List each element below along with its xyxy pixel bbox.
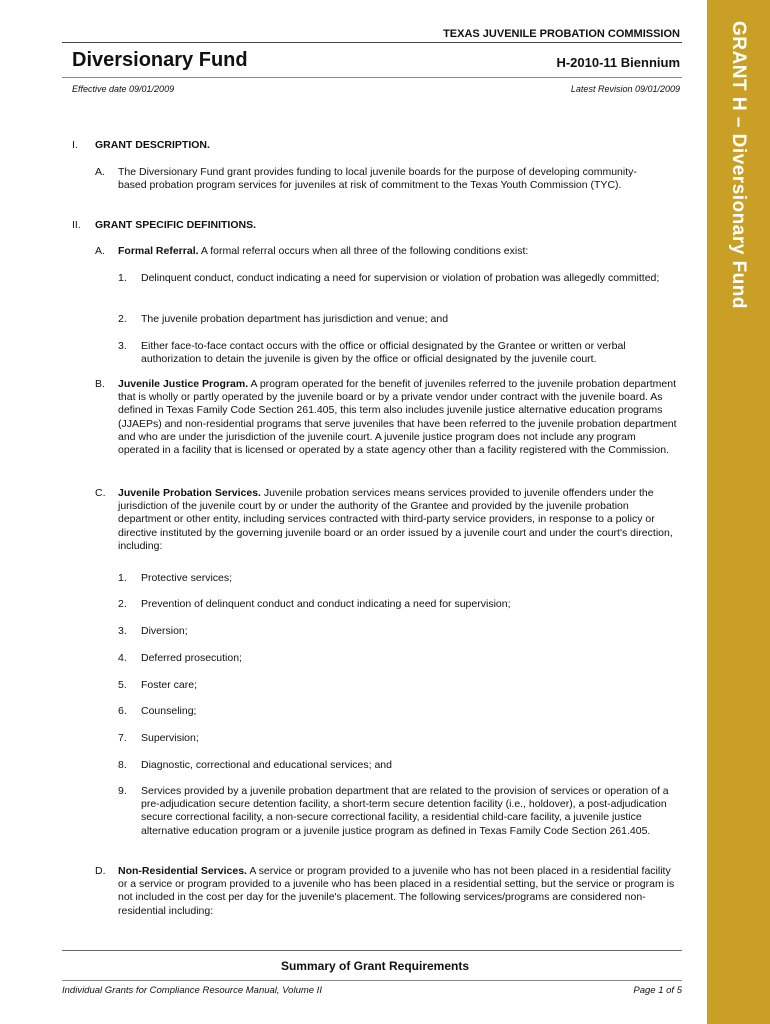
def-c-item-9-num: 9.: [118, 785, 127, 797]
def-c-item-1-num: 1.: [118, 572, 127, 584]
def-c-item-7: Supervision;: [141, 732, 199, 744]
def-d-term: Non-Residential Services.: [118, 865, 247, 877]
section-2-numeral: II.: [72, 219, 81, 231]
def-d-letter: D.: [95, 865, 106, 877]
def-a-letter: A.: [95, 245, 105, 257]
def-c-item-8: Diagnostic, correctional and educational services; and: [141, 759, 392, 771]
def-a-item-2-num: 2.: [118, 313, 127, 325]
def-a-item-3-num: 3.: [118, 340, 127, 352]
def-c-term: Juvenile Probation Services.: [118, 487, 261, 499]
def-a-text: A formal referral occurs when all three of the following conditions exist:: [200, 245, 529, 257]
effective-date: Effective date 09/01/2009: [72, 84, 175, 94]
def-c-text: Juvenile probation services means services provided to juvenile offenders under the jurisdiction of the juvenile court by or under the authority of the Grantee and provided by the juvenile probation department or other entity, including services contracted with third-party service providers, in response to a policy or directive instituted by the governing juvenile board or an order issued by a juvenile court and under the court's direction, including:: [118, 487, 673, 552]
section-1-heading: GRANT DESCRIPTION.: [95, 139, 210, 151]
sidebar-band: [707, 0, 770, 1024]
header-divider: [62, 42, 682, 43]
def-b-paragraph: [118, 378, 678, 457]
def-c-item-6-num: 6.: [118, 705, 127, 717]
def-c-item-4: Deferred prosecution;: [141, 652, 242, 664]
def-a-item-1-num: 1.: [118, 272, 127, 284]
page-number: Page 1 of 5: [633, 985, 682, 996]
footer-divider: [62, 980, 682, 981]
def-c-item-3-num: 3.: [118, 625, 127, 637]
summary-heading: Summary of Grant Requirements: [280, 959, 470, 973]
biennium-label: H-2010-11 Biennium: [556, 55, 680, 70]
def-c-paragraph: [118, 487, 678, 553]
def-c-item-6: Counseling;: [141, 705, 197, 717]
section-1-a-text: The Diversionary Fund grant provides funding to local juvenile boards for the purpose of developing community-based probation program services for juveniles at risk of commitment to the Texas Youth Commission (TYC).: [118, 166, 637, 192]
title-divider: [62, 77, 682, 78]
latest-revision: Latest Revision 09/01/2009: [570, 84, 680, 94]
def-c-item-9: Services provided by a juvenile probation department that are related to the provision of services or operation of a pre-adjudication secure detention facility, a short-term secure detention facility (i.e., holdover), a post-adjudication secure correctional facility, a non-secure correctional facility, a residential child-care facility, a juvenile justice alternative education program or a juvenile justice program as defined in Texas Family Code Section 261.405.: [141, 785, 669, 837]
def-d-text: A service or program provided to a juvenile who has not been placed in a residential facility or a service or program provided to a juvenile who has been placed in a residential setting, but the service or program is not included in the cost per day for the juvenile's placement. The following services/programs are considered non-residential including:: [118, 865, 675, 917]
def-a-item-2: The juvenile probation department has jurisdiction and venue; and: [141, 313, 449, 325]
def-c-item-4-num: 4.: [118, 652, 127, 664]
page-title: Diversionary Fund: [72, 49, 248, 71]
organization-name: TEXAS JUVENILE PROBATION COMMISSION: [443, 28, 680, 40]
def-a-paragraph: [118, 245, 678, 258]
def-b-letter: B.: [95, 378, 105, 390]
summary-divider: [62, 950, 682, 951]
def-c-item-2-num: 2.: [118, 598, 127, 610]
def-c-letter: C.: [95, 487, 106, 499]
def-c-item-1: Protective services;: [141, 572, 233, 584]
def-a-item-3: Either face-to-face contact occurs with the office or official designated by the Grantee or written or verbal authorization to detain the juvenile is given by the office or official designated by the juvenile court.: [141, 340, 626, 366]
section-1-numeral: I.: [72, 139, 78, 151]
sidebar-label: GRANT H – Diversionary Fund: [728, 21, 749, 309]
def-a-term: Formal Referral.: [118, 245, 199, 257]
section-1-a-letter: A.: [95, 166, 105, 178]
def-c-item-2: Prevention of delinquent conduct and conduct indicating a need for supervision;: [141, 598, 511, 610]
def-d-paragraph: [118, 865, 682, 918]
section-2-heading: GRANT SPECIFIC DEFINITIONS.: [95, 219, 257, 231]
footer-manual: Individual Grants for Compliance Resource Manual, Volume II: [62, 985, 322, 996]
def-b-term: Juvenile Justice Program.: [118, 378, 249, 390]
def-b-text: A program operated for the benefit of juveniles referred to the juvenile probation department that is wholly or partly operated by the juvenile board or by a private vendor under contract with the juvenile board. As defined in Texas Family Code Section 261.405, this term also includes juvenile justice alternative education programs (JJAEPs) and non-residential programs that serve juveniles that have been referred to the juvenile probation department and who are under the jurisdiction of the juvenile court. A juvenile justice program does not include any program operated in a facility that is licensed or operated by a state agency other than a facility registered with the Commission.: [118, 378, 677, 457]
def-c-item-5: Foster care;: [141, 679, 198, 691]
def-c-item-8-num: 8.: [118, 759, 127, 771]
def-c-item-5-num: 5.: [118, 679, 127, 691]
def-c-item-7-num: 7.: [118, 732, 127, 744]
def-a-item-1: Delinquent conduct, conduct indicating a need for supervision or violation of probation was allegedly committed;: [141, 272, 660, 284]
def-c-item-3: Diversion;: [141, 625, 188, 637]
